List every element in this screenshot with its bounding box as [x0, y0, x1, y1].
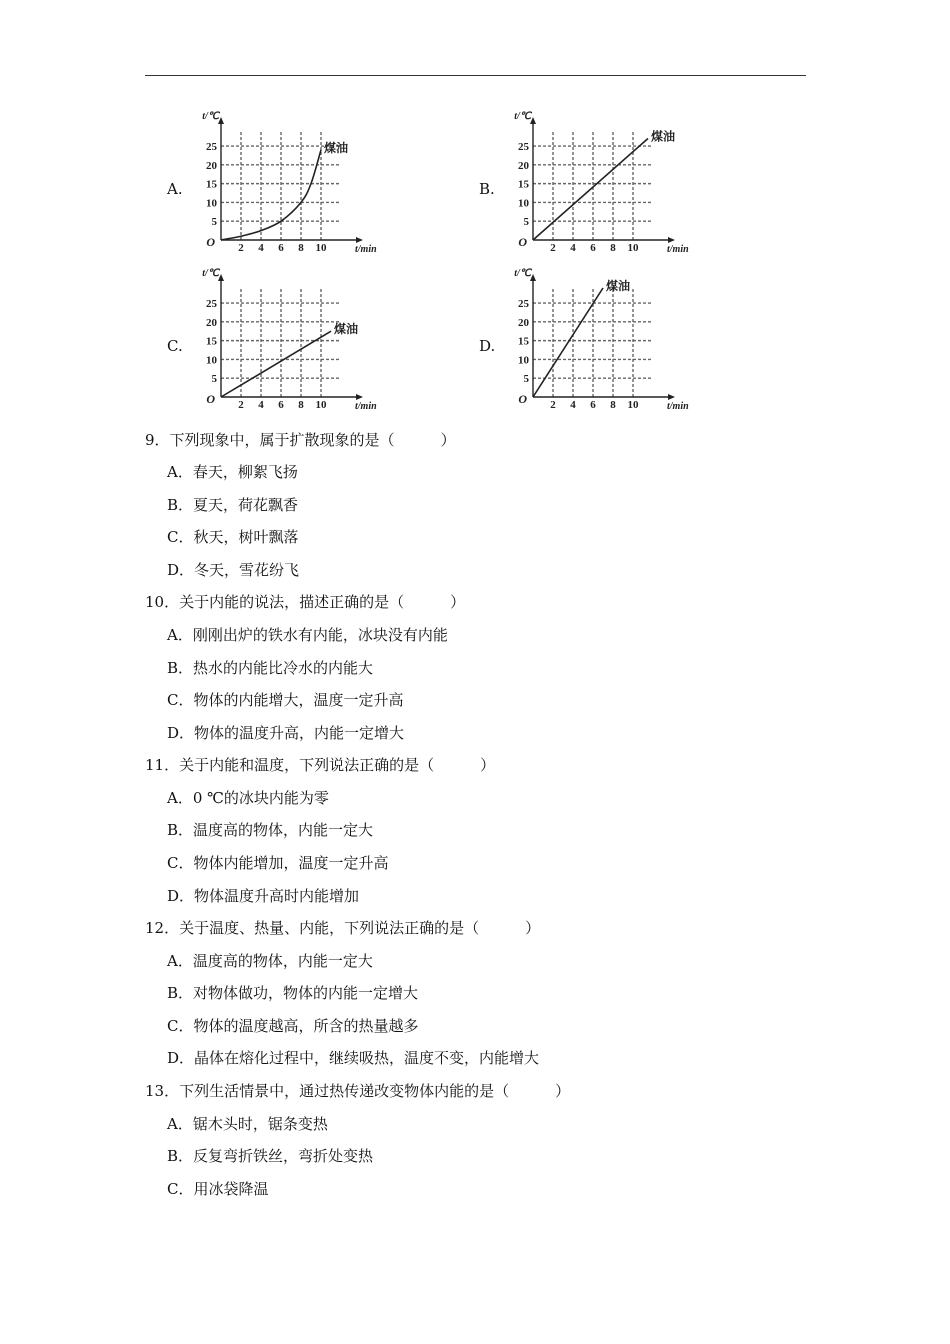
x-tick-label: 2: [550, 399, 556, 411]
y-axis-label: t/℃: [514, 268, 531, 279]
option-text: 对物体做功，物体的内能一定增大: [193, 984, 419, 1002]
question-13-option-a[interactable]: [167, 1114, 328, 1134]
question-text: 关于温度、热量、内能，下列说法正确的是（: [179, 919, 480, 937]
option-text: 物体的温度越高，所含的热量越多: [193, 1017, 419, 1035]
question-text: 关于内能的说法，描述正确的是（: [179, 593, 405, 611]
option-text: 温度高的物体，内能一定大: [193, 821, 374, 839]
chart-d: [505, 268, 689, 417]
x-axis-arrow: [668, 394, 675, 400]
chart-c: [193, 268, 377, 417]
option-letter: A．: [167, 463, 193, 481]
origin-label: O: [518, 235, 527, 249]
x-tick-label: 4: [570, 242, 576, 254]
option-text: 锯木头时，锯条变热: [192, 1115, 328, 1133]
option-text: 物体内能增加，温度一定升高: [193, 854, 389, 872]
option-letter: A．: [167, 626, 193, 644]
option-text: 用冰袋降温: [193, 1180, 269, 1198]
question-11-option-c[interactable]: [167, 853, 389, 873]
y-tick-label: 10: [206, 197, 217, 210]
y-tick-label: 25: [518, 141, 529, 154]
option-text: 刚刚出炉的铁水有内能，冰块没有内能: [192, 626, 448, 644]
question-10-stem: [145, 592, 465, 612]
question-number: 13．: [145, 1082, 180, 1100]
option-letter: D．: [167, 724, 195, 742]
option-letter: C．: [167, 528, 194, 546]
x-axis-arrow: [356, 237, 363, 243]
question-11-option-a[interactable]: [167, 788, 329, 808]
option-letter: D．: [167, 887, 195, 905]
x-tick-label: 2: [238, 242, 244, 254]
option-text: 物体温度升高时内能增加: [194, 887, 360, 905]
option-text: 热水的内能比冷水的内能大: [193, 659, 374, 677]
question-9-option-a[interactable]: [167, 462, 298, 482]
y-tick-label: 20: [206, 316, 217, 329]
question-11-option-d[interactable]: [167, 886, 359, 906]
x-tick-label: 2: [550, 242, 556, 254]
option-letter: B．: [167, 496, 194, 514]
y-tick-label: 20: [206, 159, 217, 172]
question-number: 12．: [145, 919, 180, 937]
option-text: 物体的内能增大，温度一定升高: [193, 691, 404, 709]
y-tick-label: 5: [523, 373, 529, 386]
y-axis-label: t/℃: [202, 268, 219, 279]
question-10-option-c[interactable]: [167, 690, 404, 710]
option-letter: D．: [167, 561, 195, 579]
header-rule: [145, 75, 806, 76]
question-11-stem: [145, 755, 495, 775]
x-axis-label: t/min: [355, 401, 377, 412]
option-letter-b: B.: [479, 180, 495, 198]
question-text: 下列现象中，属于扩散现象的是（: [169, 431, 395, 449]
option-letter: C．: [167, 854, 194, 872]
question-13-option-b[interactable]: [167, 1146, 373, 1166]
y-tick-label: 5: [211, 373, 217, 386]
x-tick-label: 10: [315, 242, 327, 254]
question-9-option-d[interactable]: [167, 560, 299, 580]
question-close-paren: ）: [525, 919, 541, 937]
option-text: 夏天，荷花飘香: [193, 496, 299, 514]
chart-a-svg: [193, 111, 377, 260]
option-text: 反复弯折铁丝，弯折处变热: [193, 1147, 374, 1165]
option-letter-a: A.: [167, 180, 183, 198]
question-13-option-c[interactable]: [167, 1179, 269, 1199]
option-letter: C．: [167, 1017, 194, 1035]
y-tick-label: 15: [206, 335, 217, 348]
question-10-option-d[interactable]: [167, 723, 404, 743]
x-axis-label: t/min: [667, 244, 689, 255]
chart-c-svg: [193, 268, 377, 417]
series-label: 煤油: [606, 279, 631, 293]
option-text: 物体的温度升高，内能一定增大: [194, 724, 405, 742]
x-tick-label: 10: [315, 399, 327, 411]
origin-label: O: [518, 392, 527, 406]
x-axis-label: t/min: [355, 244, 377, 255]
x-tick-label: 6: [278, 242, 284, 254]
x-axis-arrow: [356, 394, 363, 400]
origin-label: O: [206, 235, 215, 249]
y-tick-label: 25: [518, 298, 529, 311]
y-tick-label: 15: [518, 335, 529, 348]
x-tick-label: 6: [590, 242, 596, 254]
question-12-option-b[interactable]: [167, 983, 418, 1003]
question-close-paren: ）: [440, 431, 456, 449]
y-tick-label: 5: [211, 216, 217, 229]
option-letter: A．: [167, 789, 193, 807]
question-number: 9．: [145, 431, 170, 449]
question-number: 10．: [145, 593, 180, 611]
x-tick-label: 4: [570, 399, 576, 411]
x-axis-label: t/min: [667, 401, 689, 412]
option-letter: B．: [167, 984, 194, 1002]
x-tick-label: 4: [258, 242, 264, 254]
x-tick-label: 10: [627, 242, 639, 254]
question-9-stem: [145, 430, 456, 450]
question-12-option-a[interactable]: [167, 951, 373, 971]
x-tick-label: 4: [258, 399, 264, 411]
x-tick-label: 6: [590, 399, 596, 411]
question-12-option-c[interactable]: [167, 1016, 419, 1036]
option-letter: C．: [167, 1180, 194, 1198]
series-line: [221, 150, 321, 240]
question-text: 关于内能和温度，下列说法正确的是（: [179, 756, 435, 774]
y-tick-label: 20: [518, 159, 529, 172]
option-letter: D．: [167, 1049, 195, 1067]
y-tick-label: 5: [523, 216, 529, 229]
y-tick-label: 10: [518, 354, 529, 367]
option-letter: A．: [167, 1115, 193, 1133]
question-12-stem: [145, 918, 540, 938]
option-letter: B．: [167, 659, 194, 677]
y-axis-label: t/℃: [514, 111, 531, 122]
y-axis-label: t/℃: [202, 111, 219, 122]
option-text: 秋天，树叶飘落: [193, 528, 299, 546]
question-12-option-d[interactable]: [167, 1048, 539, 1068]
y-tick-label: 10: [206, 354, 217, 367]
y-tick-label: 20: [518, 316, 529, 329]
option-letter-c: C.: [167, 337, 183, 355]
y-tick-label: 10: [518, 197, 529, 210]
y-tick-label: 25: [206, 298, 217, 311]
option-text: 春天，柳絮飞扬: [192, 463, 298, 481]
chart-d-svg: [505, 268, 689, 417]
question-11-option-b[interactable]: [167, 820, 373, 840]
series-label: 煤油: [651, 129, 676, 144]
y-tick-label: 15: [518, 178, 529, 191]
series-line: [533, 139, 648, 240]
y-tick-label: 15: [206, 178, 217, 191]
chart-b-svg: [505, 111, 689, 260]
chart-b: [505, 111, 689, 260]
x-tick-label: 10: [627, 399, 639, 411]
x-tick-label: 2: [238, 399, 244, 411]
series-label: 煤油: [324, 140, 349, 155]
question-9-option-c[interactable]: [167, 527, 299, 547]
y-tick-label: 25: [206, 141, 217, 154]
x-tick-label: 8: [298, 242, 304, 254]
x-tick-label: 6: [278, 399, 284, 411]
origin-label: O: [206, 392, 215, 406]
x-tick-label: 8: [298, 399, 304, 411]
question-10-option-b[interactable]: [167, 658, 373, 678]
question-close-paren: ）: [555, 1082, 571, 1100]
option-letter: B．: [167, 1147, 194, 1165]
x-tick-label: 8: [610, 399, 616, 411]
x-tick-label: 8: [610, 242, 616, 254]
x-axis-arrow: [668, 237, 675, 243]
question-text: 下列生活情景中，通过热传递改变物体内能的是（: [179, 1082, 510, 1100]
option-text: 晶体在熔化过程中，继续吸热，温度不变，内能增大: [194, 1049, 540, 1067]
option-text: 温度高的物体，内能一定大: [192, 952, 373, 970]
series-label: 煤油: [334, 322, 359, 337]
option-letter-d: D.: [479, 337, 496, 355]
question-10-option-a[interactable]: [167, 625, 448, 645]
question-close-paren: ）: [450, 593, 466, 611]
option-text: 冬天，雪花纷飞: [194, 561, 300, 579]
chart-a: [193, 111, 377, 260]
question-9-option-b[interactable]: [167, 495, 298, 515]
question-close-paren: ）: [480, 756, 496, 774]
option-letter: C．: [167, 691, 194, 709]
question-13-stem: [145, 1081, 570, 1101]
option-text: 0 ℃的冰块内能为零: [192, 789, 329, 807]
question-number: 11．: [145, 756, 180, 774]
option-letter: A．: [167, 952, 193, 970]
option-letter: B．: [167, 821, 194, 839]
